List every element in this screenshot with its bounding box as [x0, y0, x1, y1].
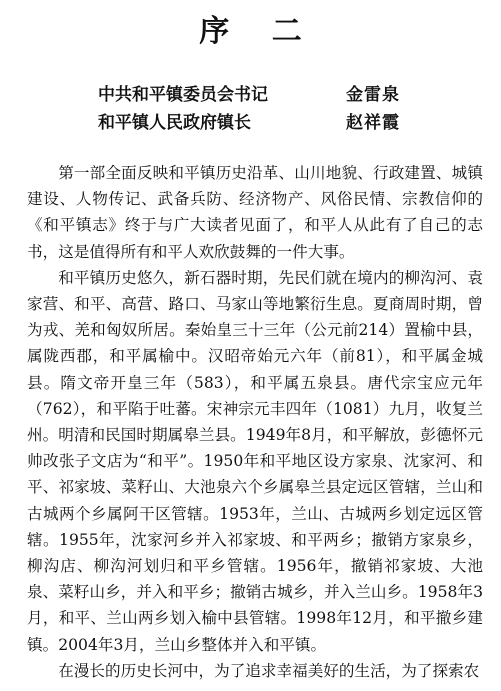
page-title: 序 二 — [199, 14, 318, 49]
paragraph: 第一部全面反映和平镇历史沿革、山川地貌、行政建置、城镇建设、人物传记、武备兵防、经济物产、风俗民情、宗教信仰的《和平镇志》终于与广大读者见面了，和平人从此有了自己的志书，这是值得所有和平人欢欣鼓舞的一件大事。 — [27, 164, 483, 261]
signature-role: 和平镇人民政府镇长 — [98, 113, 251, 133]
paragraph: 在漫长的历史长河中，为了追求幸福美好的生活，为了探索农 — [58, 661, 480, 680]
signature-name: 赵祥霞 — [346, 113, 400, 133]
signature-name: 金雷泉 — [346, 85, 400, 105]
paragraph: 和平镇历史悠久，新石器时期，先民们就在境内的柳沟河、袁家营、和平、高营、路口、马家山等地繁衍生息。夏商周时期，曾为戎、羌和匈奴所居。秦始皇三十三年（公元前214）置榆中县，属陇西郡，和平属榆中。汉昭帝始元六年（前81），和平属金城县。隋文帝开皇三年（583），和平属五泉县。唐代宗宝应元年（762），和平陷于吐蕃。宋神宗元丰四年（1081）九月，收复兰州。明清和民国时期属皋兰县。1949年8月，和平解放，彭德怀元帅改张子文店为“和平”。1950年和平地区设方家泉、沈家河、和平、祁家坡、菜籽山、大池泉六个乡属皋兰县定远区管辖，兰山和古城两个乡属阿干区管辖。1953年，兰山、古城两乡划定远区管辖。1955年，沈家河乡并入祁家坡、和平两乡；撤销方家泉乡，柳沟店、柳沟河划归和平乡管辖。1956年，撤销祁家坡、大池泉、菜籽山乡，并入和平乡；撤销古城乡，并入兰山乡。1958年3月，和平、兰山两乡划入榆中县管辖。1998年12月，和平撤乡建镇。2004年3月，兰山乡整体并入和平镇。 — [27, 268, 483, 654]
signature-role: 中共和平镇委员会书记 — [98, 85, 268, 105]
body-text — [27, 160, 483, 684]
